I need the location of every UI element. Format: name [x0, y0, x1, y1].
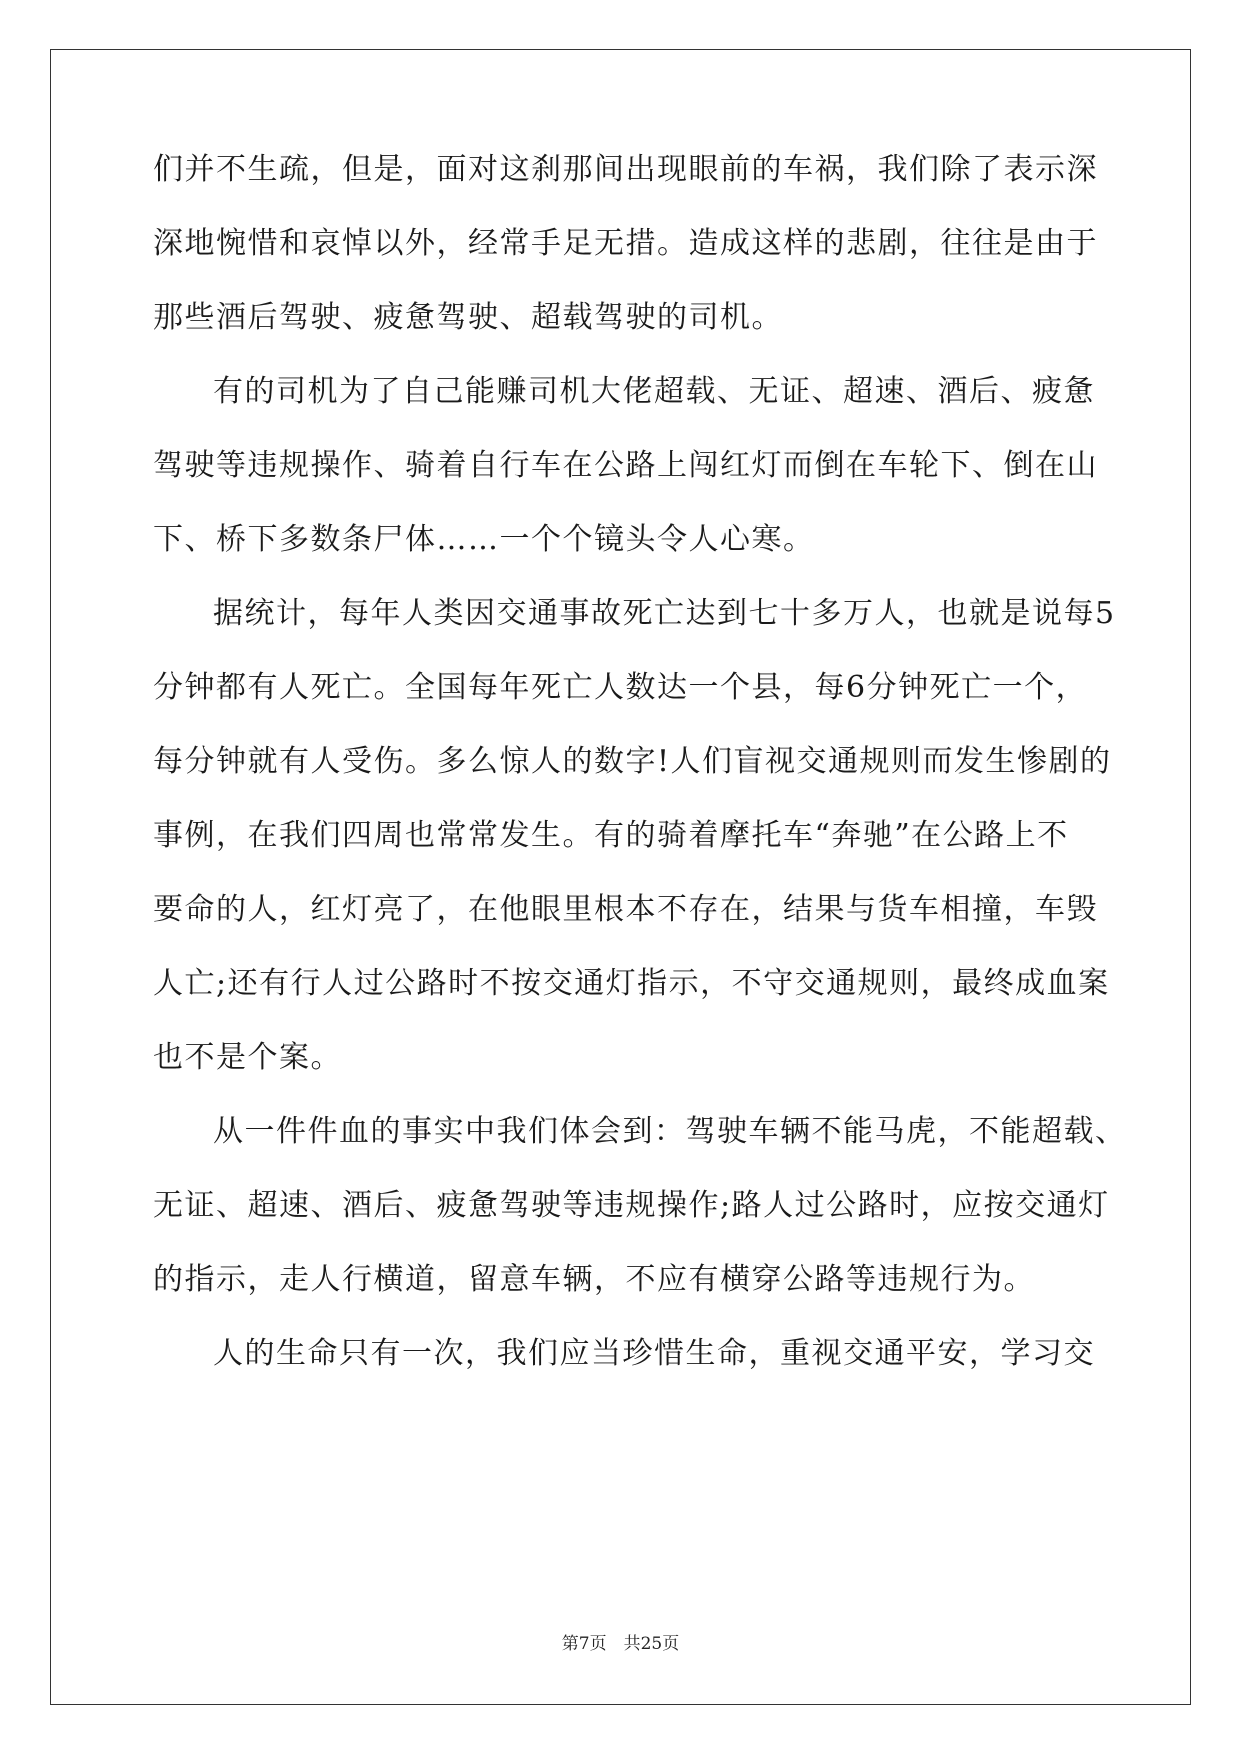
text-line-11: 要命的人，红灯亮了，在他眼里根本不存在，结果与货车相撞，车毁	[153, 892, 1098, 927]
text-line-16: 的指示，走人行横道，留意车辆，不应有横穿公路等违规行为。	[153, 1262, 1035, 1297]
text-line-5: 驾驶等违规操作、骑着自行车在公路上闯红灯而倒在车轮下、倒在山	[153, 448, 1098, 483]
text-line-8: 分钟都有人死亡。全国每年死亡人数达一个县，每6分钟死亡一个，	[153, 670, 1088, 705]
text-line-3: 那些酒后驾驶、疲惫驾驶、超载驾驶的司机。	[153, 300, 783, 335]
page-number-footer: 第7页 共25页	[561, 1634, 680, 1654]
text-line-10: 事例，在我们四周也常常发生。有的骑着摩托车“奔驰”在公路上不	[153, 818, 1069, 853]
text-line-6: 下、桥下多数条尸体……一个个镜头令人心寒。	[153, 522, 815, 557]
text-line-4: 有的司机为了自己能赚司机大佬超载、无证、超速、酒后、疲惫	[213, 374, 1095, 409]
text-line-9: 每分钟就有人受伤。多么惊人的数字!人们盲视交通规则而发生惨剧的	[153, 744, 1112, 779]
text-line-7: 据统计，每年人类因交通事故死亡达到七十多万人，也就是说每5	[213, 596, 1116, 631]
text-line-14: 从一件件血的事实中我们体会到：驾驶车辆不能马虎，不能超载、	[213, 1114, 1127, 1149]
text-line-17: 人的生命只有一次，我们应当珍惜生命，重视交通平安，学习交	[213, 1336, 1095, 1371]
text-line-12: 人亡;还有行人过公路时不按交通灯指示，不守交通规则，最终成血案	[153, 966, 1110, 1001]
text-line-2: 深地惋惜和哀悼以外，经常手足无措。造成这样的悲剧，往往是由于	[153, 226, 1098, 261]
text-line-1: 们并不生疏，但是，面对这刹那间出现眼前的车祸，我们除了表示深	[153, 152, 1098, 187]
text-line-13: 也不是个案。	[153, 1040, 342, 1075]
text-line-15: 无证、超速、酒后、疲惫驾驶等违规操作;路人过公路时，应按交通灯	[153, 1188, 1110, 1223]
